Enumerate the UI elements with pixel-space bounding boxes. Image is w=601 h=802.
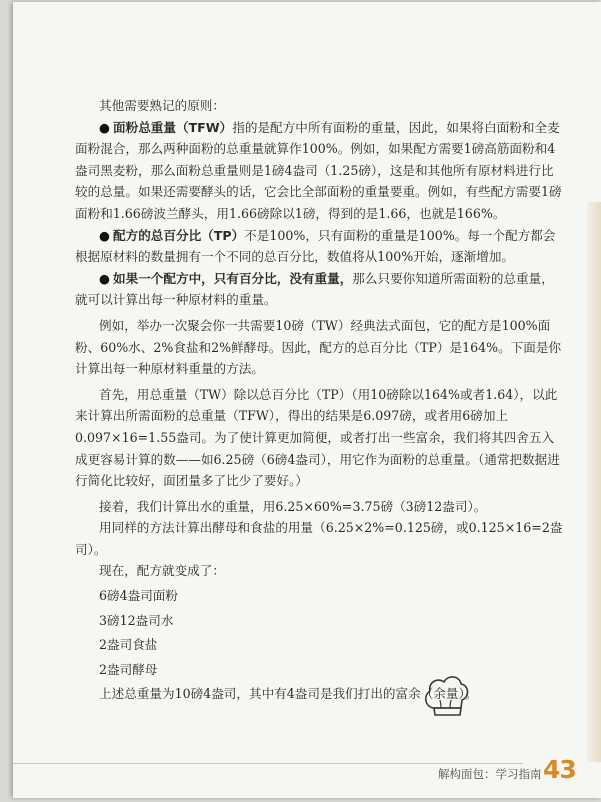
bullet-icon: ● [99, 270, 110, 286]
footer-book-title: 解构面包：学习指南 [438, 767, 542, 781]
footer-divider [13, 763, 523, 764]
paragraph-summary: 上述总重量为10磅4盎司，其中有4盎司是我们打出的富余（余量）。 [99, 686, 478, 702]
ingredient-flour: 6磅4盎司面粉 [99, 588, 178, 604]
paragraph-yeast-salt: 用同样的方法计算出酵母和食盐的用量（6.25×2%=0.125磅，或0.125×16=2盎司）。 [75, 520, 563, 557]
term-tfw: 面粉总重量（TFW） [113, 119, 233, 135]
ingredient-water: 3磅12盎司水 [99, 612, 174, 628]
body-text [75, 95, 565, 705]
bullet-icon: ● [99, 119, 110, 135]
page-edge-shade [587, 202, 601, 762]
paragraph-percent-only [75, 268, 565, 311]
paragraph-now: 现在，配方就变成了： [99, 563, 225, 579]
paragraph-tfw [75, 117, 565, 225]
intro-line: 其他需要熟记的原则： [99, 98, 225, 113]
paragraph-tp [75, 225, 565, 268]
paragraph-percent-only-text: 那么只要你知道所需面粉的总重量，就可以计算出每一种原材料的重量。 [75, 270, 554, 308]
paragraph-water: 接着，我们计算出水的重量，用6.25×60%=3.75磅（3磅12盎司）。 [99, 498, 487, 514]
paragraph-tfw-text: 指的是配方中所有面粉的重量，因此，如果将白面粉和全麦面粉混合，那么两种面粉的总重量就算作100%。例如，如果配方需要1磅高筋面粉和4盎司黑麦粉，那么面粉总重量则是1磅4盎司（1.25磅），这是和其他所有原材料进行比较的总量。如果还需要酵头的话，它会比全部面粉的重量要重。例如，有些配方需要1磅面粉和1.66磅波兰酵头，用1.66磅除以1磅，得到的是1.66，也就是166%。 [75, 119, 562, 221]
page-number: 43 [543, 755, 576, 784]
term-tp: 配方的总百分比（TP） [113, 227, 245, 243]
bullet-icon: ● [99, 227, 110, 243]
ingredient-yeast: 2盎司酵母 [99, 661, 158, 677]
page-footer [13, 744, 601, 798]
book-page [13, 2, 601, 798]
ingredient-salt: 2盎司食盐 [99, 637, 158, 653]
paragraph-first-step: 首先，用总重量（TW）除以总百分比（TP）（用10磅除以164%或者1.64），以此来计算出所需面粉的总重量（TFW），得出的结果是6.097磅，或者用6磅加上0.097×16=1.55盎司。为了使计算更加简便，或者打出一些富余，我们将其四舍五入成更容易计算的数——如6.25磅（6磅4盎司），用它作为面粉的总重量。（通常把数据进行简化比较好，面团量多了比少了要好。） [75, 386, 560, 489]
term-percent-only: 如果一个配方中，只有百分比，没有重量， [113, 270, 353, 286]
paragraph-tp-text: 不是100%，只有面粉的重量是100%。每一个配方都会根据原材料的数量拥有一个不同的总百分比，数值将从100%开始，逐渐增加。 [75, 227, 556, 265]
chef-hat-icon [421, 670, 471, 720]
paragraph-example: 例如，举办一次聚会你一共需要10磅（TW）经典法式面包，它的配方是100%面粉、60%水、2%食盐和2%鲜酵母。因此，配方的总百分比（TP）是164%。下面是你计算出每一种原材料重量的方法。 [75, 317, 562, 377]
